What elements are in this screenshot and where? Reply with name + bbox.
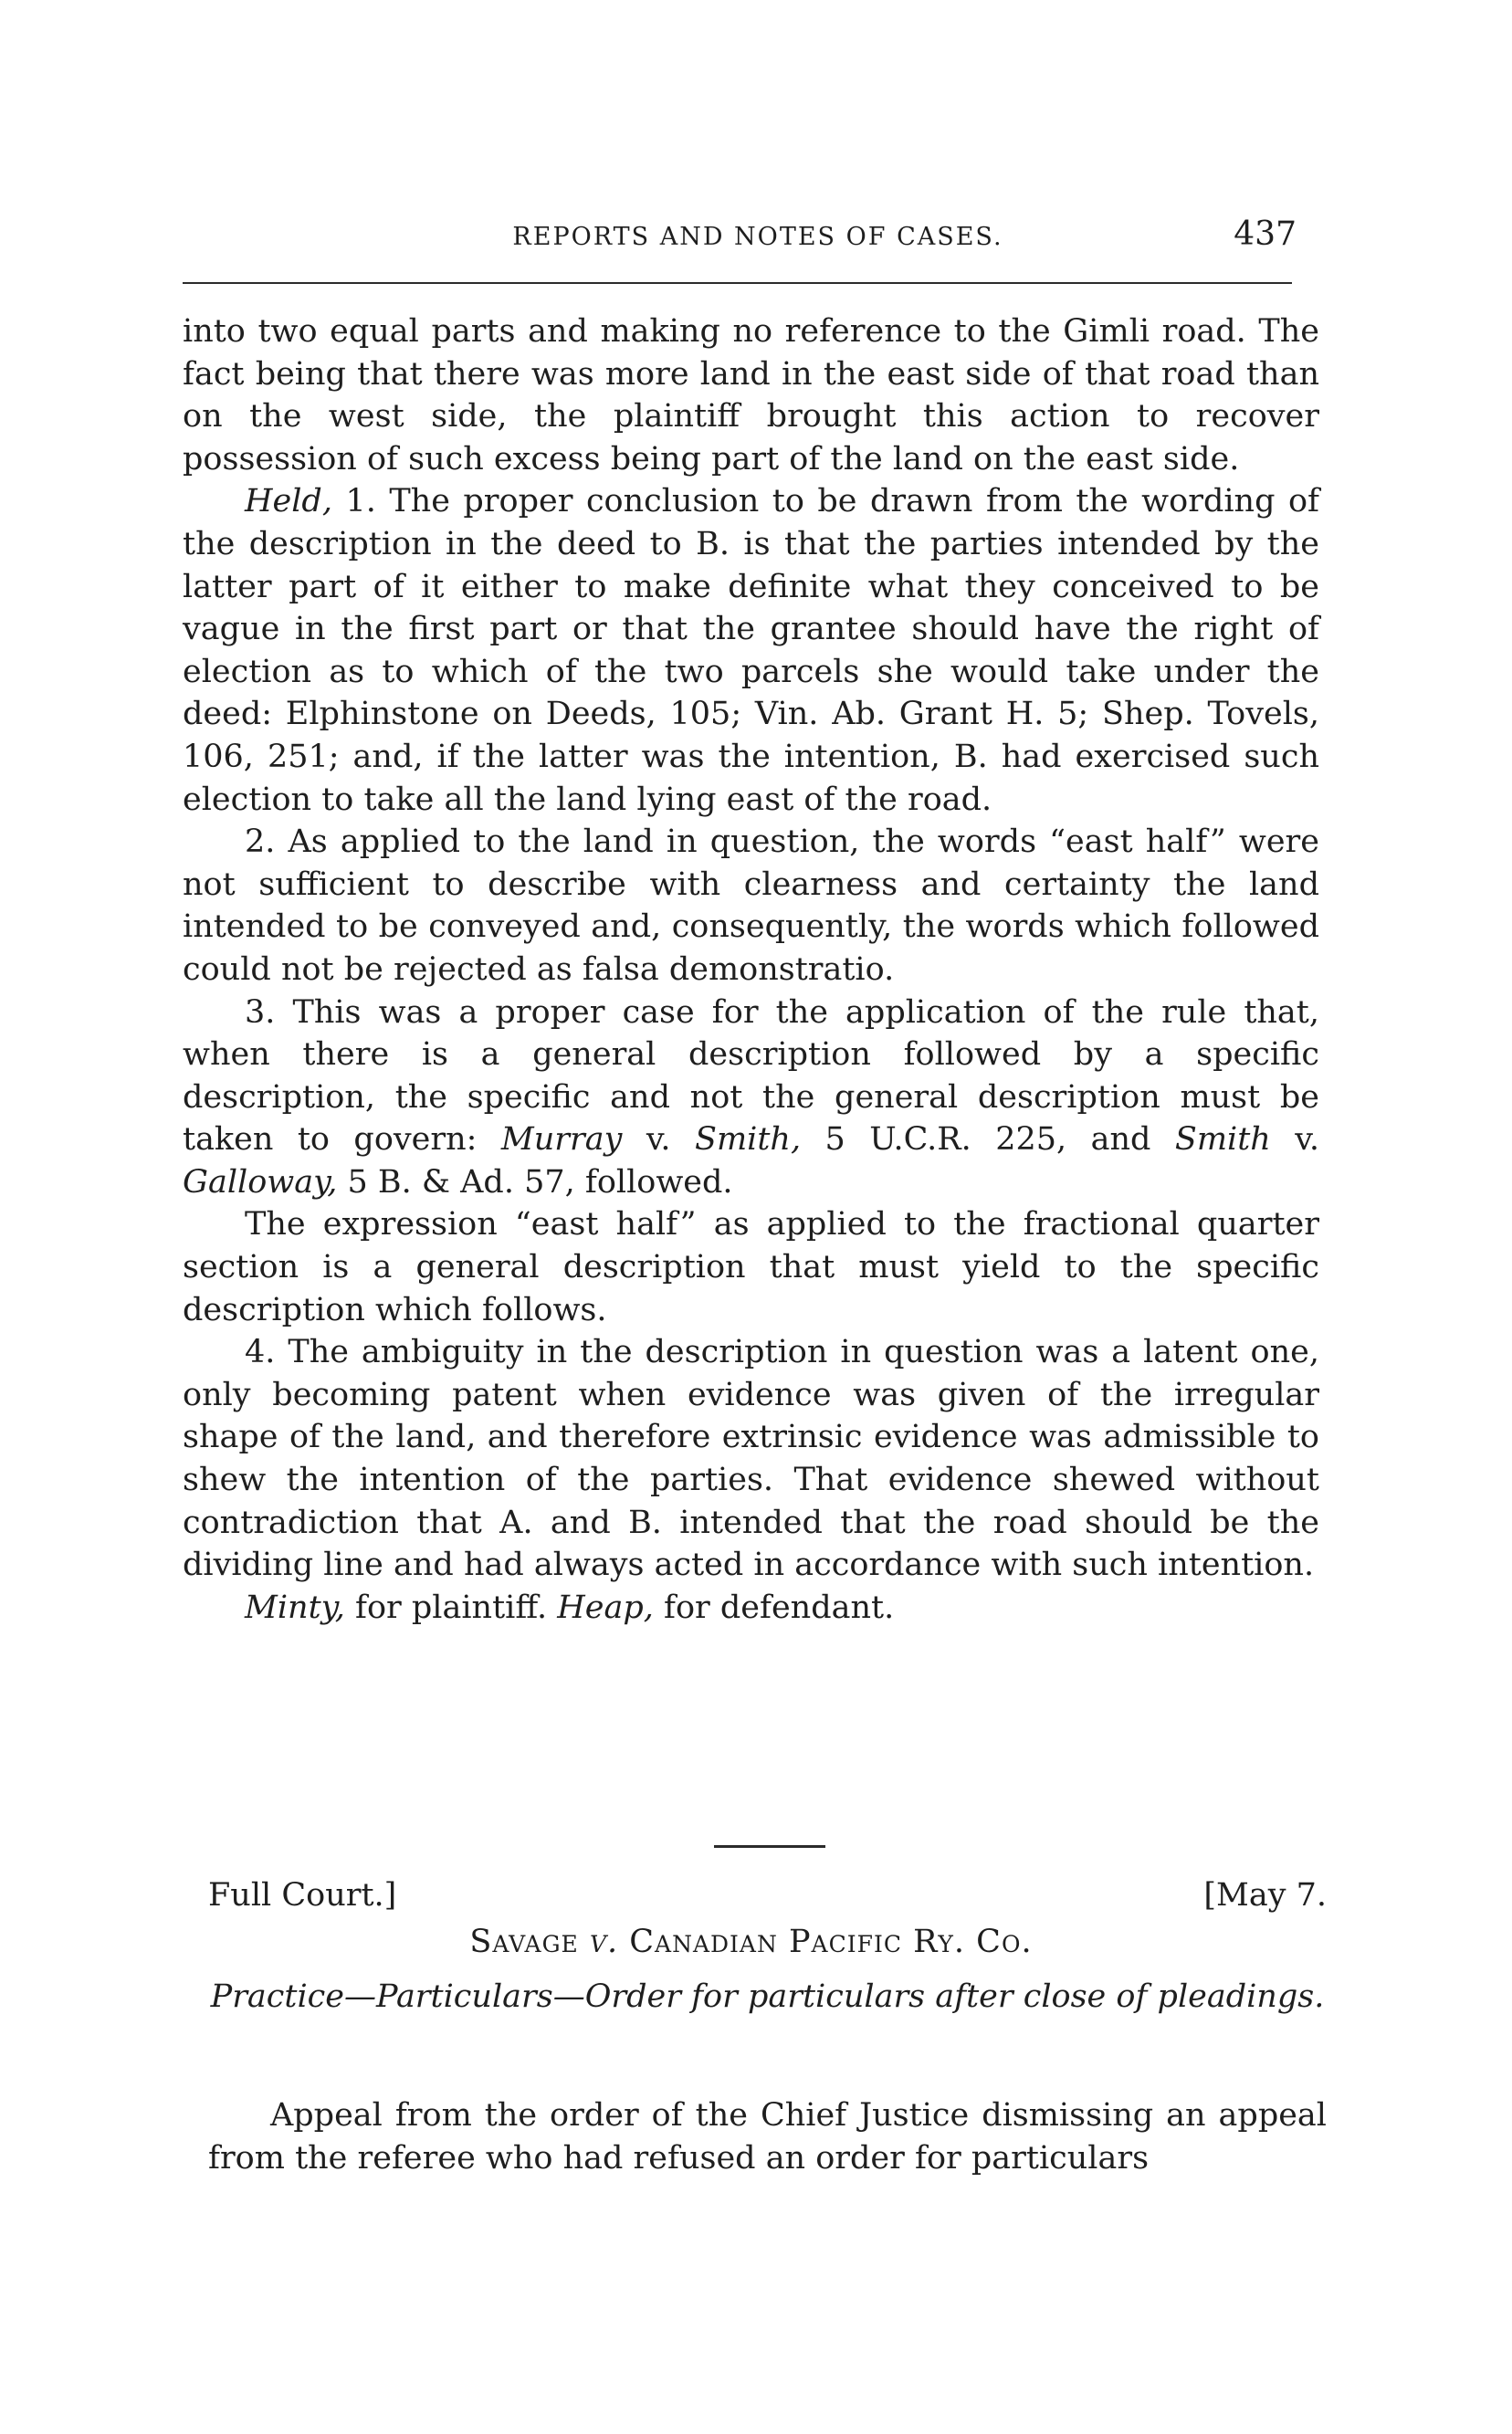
running-title: REPORTS AND NOTES OF CASES. [512,223,1003,251]
defendant-counsel: Heap, [557,1589,654,1626]
counsel-role: for plaintiff. [344,1589,558,1626]
case-date: [May 7. [1203,1877,1327,1914]
versus: v. [622,1121,695,1159]
case-headnote: Practice—Particulars—Order for particulars after close of pleadings. [210,1978,1325,2015]
held-3-text: 3. This was a proper case for the application of the rule that, when there is a general description followed by a specific description, the specific and not the general description must be taken to govern: [183,993,1319,1159]
case-citation: Murray [500,1121,623,1159]
held-paragraph-4: 4. The ambiguity in the description in question was a latent one, only becoming patent when evidence was given of the irregular shape of the land, and therefore extrinsic evidence was admissible to shew the intention of the parties. That evidence shewed without contradiction that A. and B. intended that the road should be the dividing line and had always acted in accordance with such intention. [183,1334,1319,1584]
held-3-text: 5 B. & Ad. 57, followed. [337,1163,733,1201]
held-3-text: 5 U.C.R. 225, and [801,1121,1175,1159]
held-1-text: 1. The proper conclusion to be drawn from the wording of the description in the deed to B. is that the parties intended by the latter part of it either to make definite what they conceived to be vague in the first part or that the grantee should have the right of election as to which of the two parcels she would take under the deed: Elphinstone on Deeds, 105; Vin. Ab. Grant H. 5; Shep. Tovels, 106, 251; and, if the latter was the intention, B. had exercised such election to take all the land lying east of the road. [183,483,1319,818]
held-paragraph-3 [183,991,1319,1204]
case-citation: Galloway, [183,1163,338,1201]
plaintiff-counsel: Minty, [245,1589,345,1626]
held-label: Held, [245,483,332,520]
court-name: Full Court.] [208,1877,397,1914]
running-header [183,215,1333,270]
held-paragraph-2: 2. As applied to the land in question, the words “east half” were not sufficient to describe with clearness and certainty the land intended to be conveyed and, consequently, the words which followed could not be rejected as falsa demonstratio. [183,824,1319,988]
expression-paragraph: The expression “east half” as applied to the fractional quarter section is a general description that must yield to the specific description which follows. [183,1206,1319,1328]
counsel-line [183,1587,1319,1630]
counsel-role: for defendant. [653,1589,895,1626]
report-body [183,310,1319,1629]
header-rule [183,282,1292,284]
page-number: 437 [1234,215,1297,253]
appeal-text: Appeal from the order of the Chief Justice dismissing an appeal from the referee who had refused an order for particulars [208,2097,1327,2177]
versus: v. [1270,1121,1320,1159]
case-party: Savage [469,1924,590,1960]
facts-paragraph: into two equal parts and making no reference to the Gimli road. The fact being that there was more land in the east side of that road than on the west side, the plaintiff brought this action to recover possession of such excess being part of the land on the east side. [183,313,1319,477]
section-divider [714,1845,825,1848]
appeal-paragraph [208,2094,1327,2179]
case-title [183,1924,1319,1960]
versus: v. [589,1924,619,1960]
case-citation: Smith [1174,1121,1271,1159]
case-party: Canadian Pacific Ry. Co. [618,1924,1033,1960]
case-citation: Smith, [695,1121,802,1159]
held-paragraph-1 [183,480,1319,821]
